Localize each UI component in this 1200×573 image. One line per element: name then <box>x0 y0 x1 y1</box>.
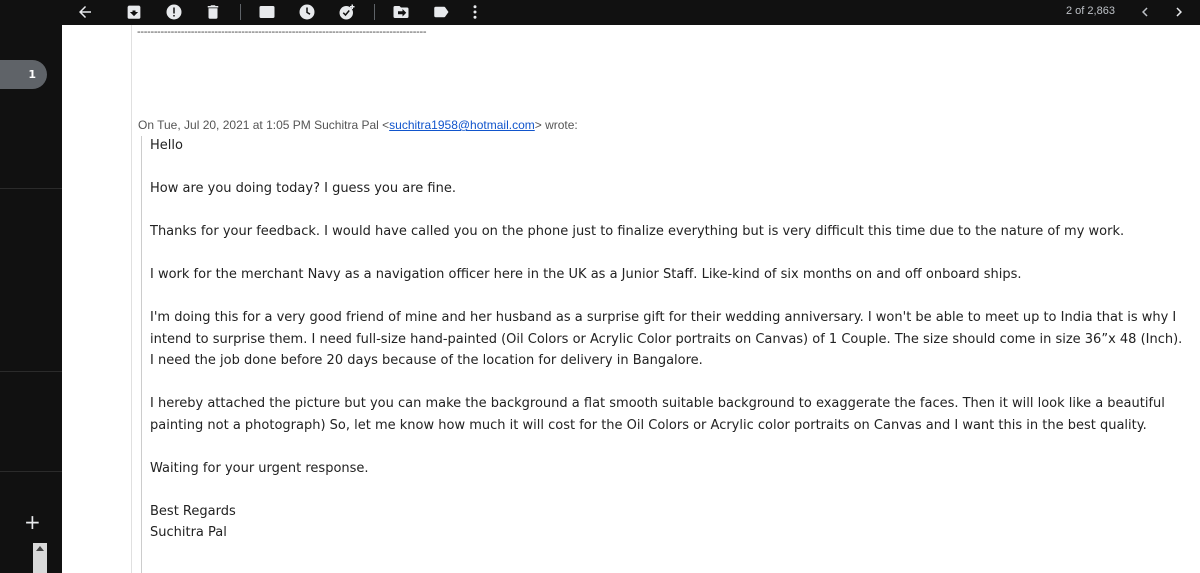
delete-icon[interactable] <box>204 3 222 21</box>
label-icon[interactable] <box>432 3 450 21</box>
add-icon[interactable]: + <box>24 510 41 534</box>
archive-icon[interactable] <box>125 3 143 21</box>
content-border <box>131 25 132 573</box>
sender-email-link[interactable]: suchitra1958@hotmail.com <box>389 118 535 132</box>
paragraph: Waiting for your urgent response. <box>150 460 369 476</box>
toolbar <box>62 0 1200 25</box>
pagination-text: 2 of 2,863 <box>1066 5 1115 17</box>
sidebar-divider <box>0 471 62 472</box>
snooze-icon[interactable] <box>298 3 316 21</box>
toolbar-divider <box>240 4 241 20</box>
sidebar-divider <box>0 188 62 189</box>
report-spam-icon[interactable] <box>165 3 183 21</box>
quoted-message <box>150 135 1190 544</box>
add-task-icon[interactable] <box>338 3 356 21</box>
paragraph: How are you doing today? I guess you are fine. <box>150 181 456 196</box>
closing: Best Regards <box>150 503 236 519</box>
toolbar-divider <box>374 4 375 20</box>
attribution-suffix: > wrote: <box>534 118 578 132</box>
left-sidebar <box>0 0 62 573</box>
mark-unread-icon[interactable] <box>258 3 276 21</box>
separator-line: -------------------------------------------------------------------------------------- <box>137 26 427 38</box>
quote-bar <box>141 136 142 573</box>
back-icon[interactable] <box>76 3 94 21</box>
unread-count-badge[interactable] <box>0 60 47 89</box>
greeting: Hello <box>150 138 183 153</box>
quote-attribution <box>138 118 578 132</box>
badge-count-text: 1 <box>28 68 36 81</box>
paragraph: I hereby attached the picture but you can make the background a flat smooth suitable background to exaggerate the faces. Then it will look like a beautiful painting not a photograph) So, let me know how much it will cost for the Oil Colors or Acrylic color portraits on Canvas and I want this in the best quality. <box>150 396 1165 433</box>
paragraph: I'm doing this for a very good friend of mine and her husband as a surprise gift for their wedding anniversary. I won't be able to meet up to India that is why I intend to surprise them. I need full-size hand-painted (Oil Colors or Acrylic Color portraits on Canvas) of 1 Couple. The size should come in size 36”x 48 (Inch). I need the job done before 20 days because of the location for delivery in Bangalore. <box>150 310 1183 368</box>
paragraph: Thanks for your feedback. I would have called you on the phone just to finalize everything but is very difficult this time due to the nature of my work. <box>150 224 1125 239</box>
scroll-up-icon[interactable] <box>36 546 44 551</box>
more-icon[interactable] <box>466 3 484 21</box>
attribution-prefix: On Tue, Jul 20, 2021 at 1:05 PM Suchitra Pal < <box>138 118 390 132</box>
newer-icon[interactable] <box>1136 3 1154 21</box>
sidebar-divider <box>0 371 62 372</box>
move-to-icon[interactable] <box>392 3 410 21</box>
older-icon[interactable] <box>1170 3 1188 21</box>
signature: Suchitra Pal <box>150 525 227 540</box>
paragraph: I work for the merchant Navy as a navigation officer here in the UK as a Junior Staff. Like-kind of six months on and off onboard ships. <box>150 267 1022 282</box>
